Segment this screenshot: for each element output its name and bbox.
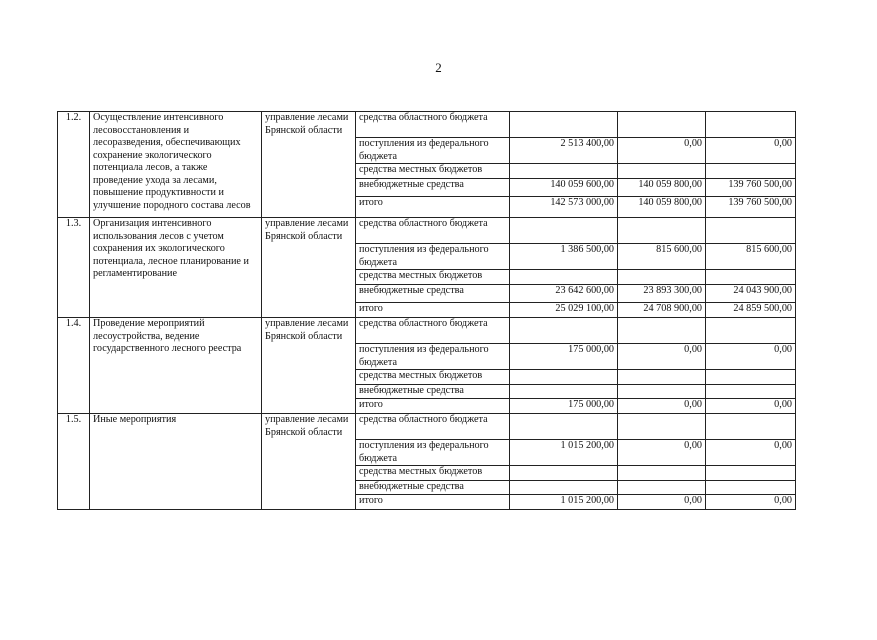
amount-year-2 <box>618 270 706 285</box>
amount-year-1: 25 029 100,00 <box>510 303 618 318</box>
activity-number: 1.2. <box>58 112 90 218</box>
funding-source-label: итого <box>356 303 510 318</box>
funding-source-label: средства областного бюджета <box>356 414 510 440</box>
amount-year-3: 24 859 500,00 <box>706 303 796 318</box>
amount-year-1: 23 642 600,00 <box>510 285 618 303</box>
amount-year-3: 0,00 <box>706 138 796 164</box>
amount-year-1 <box>510 466 618 481</box>
amount-year-3 <box>706 318 796 344</box>
amount-year-1: 1 015 200,00 <box>510 495 618 510</box>
activity-executor: управление лесами Брянской области <box>262 112 356 218</box>
amount-year-3 <box>706 466 796 481</box>
amount-year-3 <box>706 112 796 138</box>
amount-year-3 <box>706 385 796 399</box>
amount-year-1: 1 015 200,00 <box>510 440 618 466</box>
funding-source-label: поступления из федерального бюджета <box>356 138 510 164</box>
amount-year-3: 0,00 <box>706 344 796 370</box>
amount-year-2: 0,00 <box>618 399 706 414</box>
activity-number: 1.5. <box>58 414 90 510</box>
amount-year-1 <box>510 318 618 344</box>
funding-source-label: внебюджетные средства <box>356 481 510 495</box>
amount-year-3 <box>706 270 796 285</box>
amount-year-2: 24 708 900,00 <box>618 303 706 318</box>
funding-source-label: средства областного бюджета <box>356 318 510 344</box>
amount-year-1 <box>510 481 618 495</box>
activity-executor: управление лесами Брянской области <box>262 414 356 510</box>
activity-title: Осуществление интенсивного лесовосстановления и лесоразведения, обеспечивающих сохранение экологического потенциала лесов, а также проведение ухода за лесами, повышение продуктивности и улучшение породного состава лесов <box>90 112 262 218</box>
funding-source-label: итого <box>356 399 510 414</box>
amount-year-2: 140 059 800,00 <box>618 197 706 218</box>
funding-source-label: итого <box>356 495 510 510</box>
funding-source-label: поступления из федерального бюджета <box>356 344 510 370</box>
funding-source-label: средства местных бюджетов <box>356 270 510 285</box>
amount-year-1: 2 513 400,00 <box>510 138 618 164</box>
amount-year-1 <box>510 164 618 179</box>
amount-year-2 <box>618 112 706 138</box>
amount-year-3: 0,00 <box>706 495 796 510</box>
amount-year-1: 175 000,00 <box>510 399 618 414</box>
amount-year-2: 0,00 <box>618 440 706 466</box>
amount-year-3 <box>706 414 796 440</box>
page-number: 2 <box>435 60 442 75</box>
amount-year-3: 0,00 <box>706 399 796 414</box>
amount-year-1 <box>510 218 618 244</box>
table-body <box>58 112 796 510</box>
amount-year-3 <box>706 370 796 385</box>
amount-year-1 <box>510 370 618 385</box>
activity-title: Проведение мероприятий лесоустройства, ведение государственного лесного реестра <box>90 318 262 414</box>
program-activities-table <box>57 111 796 510</box>
table-row <box>58 414 796 440</box>
amount-year-3: 815 600,00 <box>706 244 796 270</box>
amount-year-3 <box>706 164 796 179</box>
amount-year-3: 139 760 500,00 <box>706 197 796 218</box>
amount-year-3 <box>706 481 796 495</box>
table-row <box>58 112 796 138</box>
amount-year-1: 142 573 000,00 <box>510 197 618 218</box>
funding-source-label: средства местных бюджетов <box>356 466 510 481</box>
funding-source-label: средства областного бюджета <box>356 218 510 244</box>
funding-source-label: поступления из федерального бюджета <box>356 440 510 466</box>
funding-source-label: внебюджетные средства <box>356 385 510 399</box>
amount-year-2: 0,00 <box>618 344 706 370</box>
funding-source-label: средства местных бюджетов <box>356 164 510 179</box>
amount-year-2: 0,00 <box>618 138 706 164</box>
amount-year-3: 24 043 900,00 <box>706 285 796 303</box>
amount-year-2: 140 059 800,00 <box>618 179 706 197</box>
funding-source-label: итого <box>356 197 510 218</box>
amount-year-1: 1 386 500,00 <box>510 244 618 270</box>
amount-year-2 <box>618 414 706 440</box>
activity-number: 1.4. <box>58 318 90 414</box>
activity-title: Организация интенсивного использования лесов с учетом сохранения их экологического потенциала, лесное планирование и регламентирование <box>90 218 262 318</box>
amount-year-2 <box>618 481 706 495</box>
amount-year-2 <box>618 218 706 244</box>
amount-year-2 <box>618 385 706 399</box>
amount-year-2 <box>618 370 706 385</box>
amount-year-1 <box>510 112 618 138</box>
amount-year-1 <box>510 385 618 399</box>
amount-year-1 <box>510 270 618 285</box>
funding-source-label: средства областного бюджета <box>356 112 510 138</box>
amount-year-2 <box>618 164 706 179</box>
activity-executor: управление лесами Брянской области <box>262 318 356 414</box>
table-row <box>58 218 796 244</box>
amount-year-1 <box>510 414 618 440</box>
amount-year-2 <box>618 466 706 481</box>
funding-source-label: внебюджетные средства <box>356 179 510 197</box>
funding-source-label: внебюджетные средства <box>356 285 510 303</box>
funding-source-label: поступления из федерального бюджета <box>356 244 510 270</box>
amount-year-3: 139 760 500,00 <box>706 179 796 197</box>
activity-number: 1.3. <box>58 218 90 318</box>
amount-year-2: 0,00 <box>618 495 706 510</box>
activity-title: Иные мероприятия <box>90 414 262 510</box>
funding-source-label: средства местных бюджетов <box>356 370 510 385</box>
activity-executor: управление лесами Брянской области <box>262 218 356 318</box>
amount-year-1: 175 000,00 <box>510 344 618 370</box>
amount-year-3: 0,00 <box>706 440 796 466</box>
amount-year-3 <box>706 218 796 244</box>
amount-year-1: 140 059 600,00 <box>510 179 618 197</box>
amount-year-2 <box>618 318 706 344</box>
table-row <box>58 318 796 344</box>
amount-year-2: 23 893 300,00 <box>618 285 706 303</box>
amount-year-2: 815 600,00 <box>618 244 706 270</box>
